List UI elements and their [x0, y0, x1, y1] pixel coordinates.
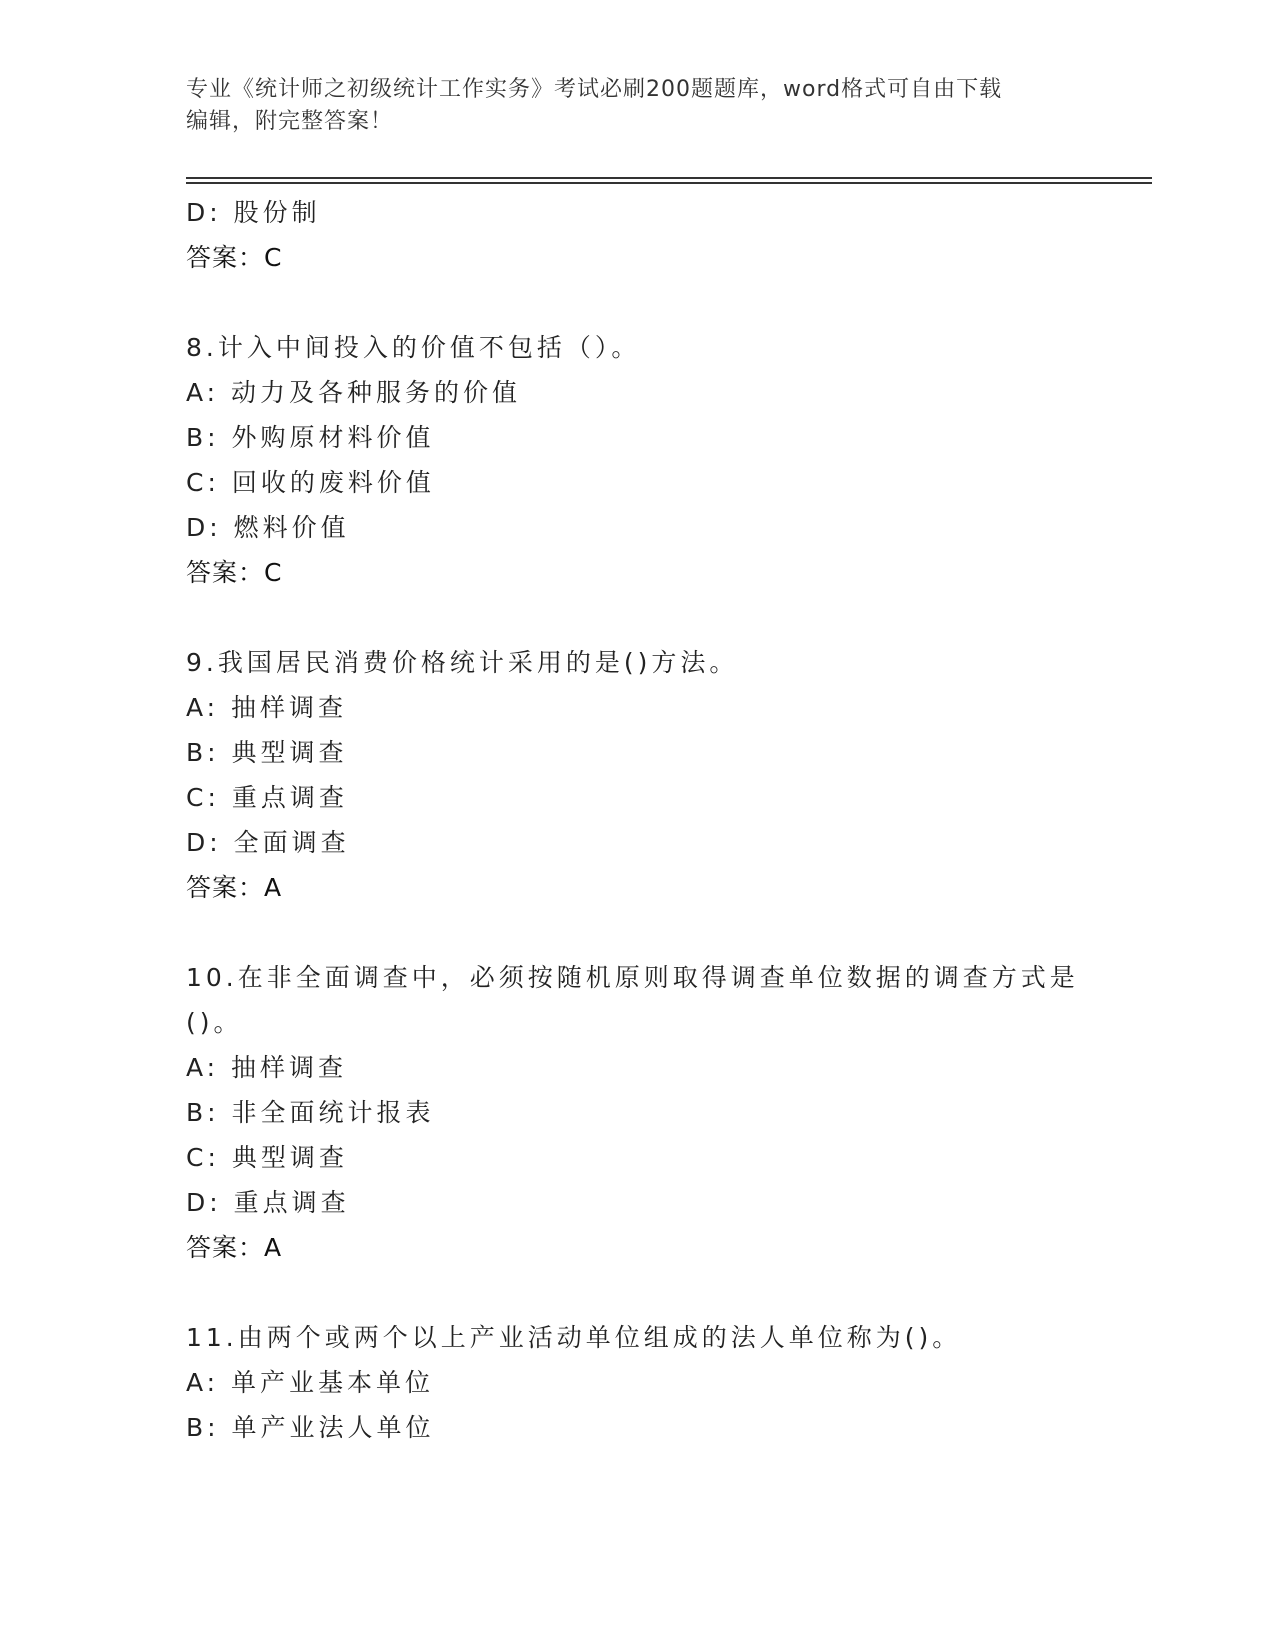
- question-8: [186, 325, 1086, 595]
- question-11: [186, 1315, 1086, 1450]
- question-10-option-b: B: 非全面统计报表: [186, 1098, 435, 1127]
- question-list: [186, 190, 1086, 1450]
- question-10-option-d: D: 重点调查: [186, 1188, 350, 1217]
- question-9-option-d: D: 全面调查: [186, 828, 350, 857]
- question-9-option-b: B: 典型调查: [186, 738, 348, 767]
- question-9-answer: 答案：A: [186, 873, 283, 902]
- spacer: [186, 280, 1086, 325]
- question-10-option-a: A: 抽样调查: [186, 1053, 348, 1082]
- header-divider-bottom: [186, 182, 1152, 184]
- question-8-option-b: B: 外购原材料价值: [186, 423, 435, 452]
- question-7-option-d: D: 股份制: [186, 198, 321, 227]
- question-10-answer: 答案：A: [186, 1233, 283, 1262]
- question-11-text: 11.由两个或两个以上产业活动单位组成的法人单位称为()。: [186, 1323, 962, 1352]
- question-7-answer: 答案：C: [186, 243, 283, 272]
- question-8-answer: 答案：C: [186, 558, 283, 587]
- question-9-option-a: A: 抽样调查: [186, 693, 348, 722]
- question-11-option-a: A: 单产业基本单位: [186, 1368, 435, 1397]
- document-header: [186, 74, 1066, 138]
- question-10-text-line-1: 10.在非全面调查中，必须按随机原则取得调查单位数据的调查方式是: [186, 963, 1079, 992]
- question-10: [186, 955, 1086, 1270]
- question-8-option-a: A: 动力及各种服务的价值: [186, 378, 522, 407]
- spacer: [186, 1270, 1086, 1315]
- spacer: [186, 910, 1086, 955]
- question-9-option-c: C: 重点调查: [186, 783, 348, 812]
- question-9-text: 9.我国居民消费价格统计采用的是()方法。: [186, 648, 739, 677]
- header-title-line-1: 专业《统计师之初级统计工作实务》考试必刷200题题库，word格式可自由下载: [186, 77, 1003, 102]
- header-title-line-2: 编辑，附完整答案！: [186, 109, 394, 134]
- spacer: [186, 595, 1086, 640]
- question-9: [186, 640, 1086, 910]
- question-8-option-d: D: 燃料价值: [186, 513, 350, 542]
- question-8-text: 8.计入中间投入的价值不包括（）。: [186, 333, 641, 362]
- question-10-text-line-2: ()。: [186, 1008, 243, 1037]
- question-11-option-b: B: 单产业法人单位: [186, 1413, 435, 1442]
- question-8-option-c: C: 回收的废料价值: [186, 468, 435, 497]
- header-divider-top: [186, 177, 1152, 179]
- question-10-option-c: C: 典型调查: [186, 1143, 348, 1172]
- question-7-tail: [186, 190, 1086, 280]
